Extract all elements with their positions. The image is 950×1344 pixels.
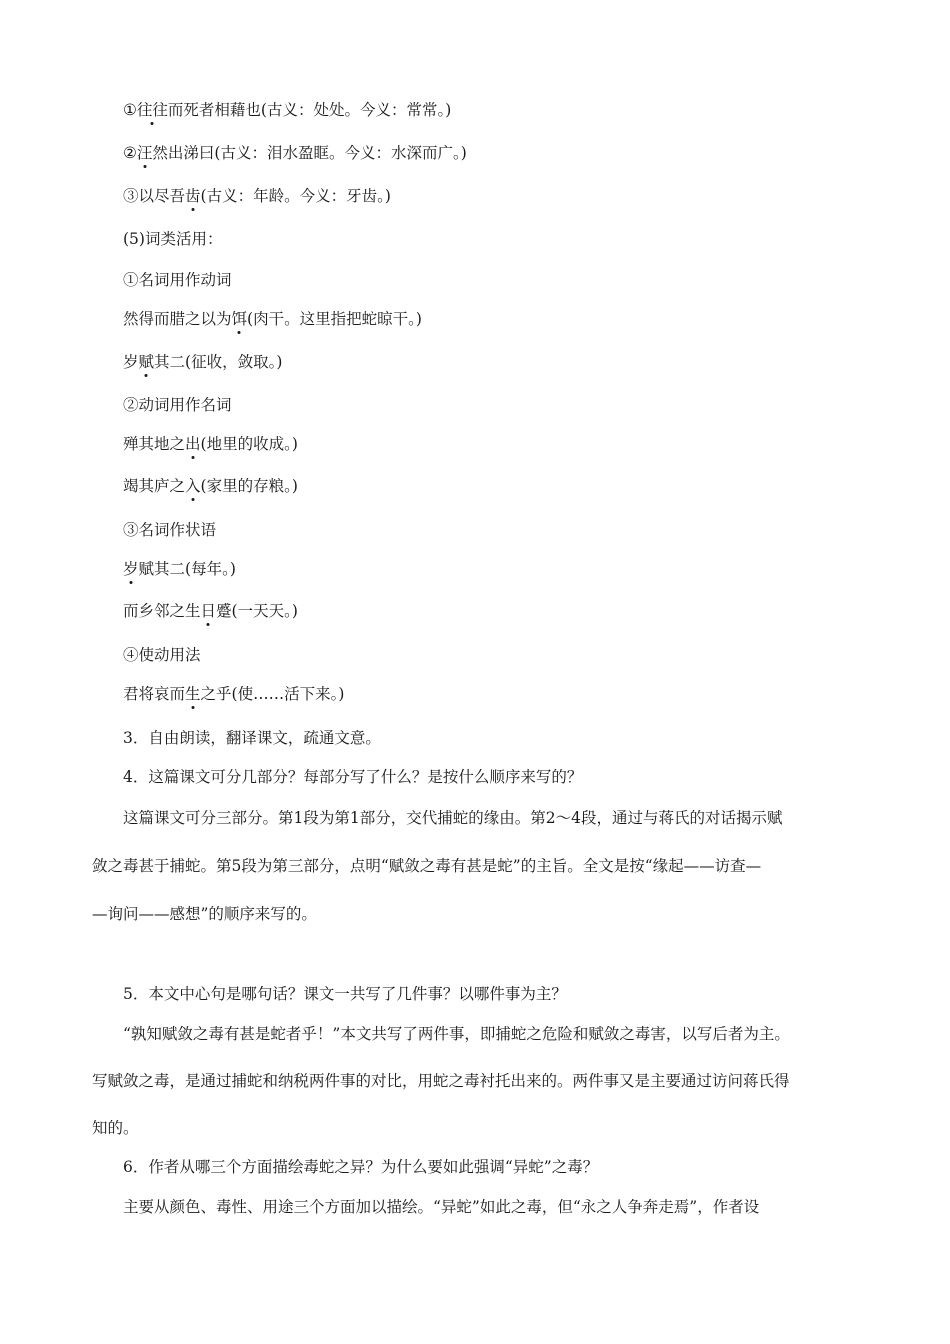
ancient-meaning-item-2: ②汪然出涕曰(古义：泪水盈眶。今义：水深而广。) bbox=[123, 141, 467, 163]
answer-5-line-1: “孰知赋敛之毒有甚是蛇者乎！”本文共写了两件事，即捕蛇之危险和赋敛之毒害，以写后者为主。 bbox=[123, 1025, 790, 1043]
emphasized-word: 赋 bbox=[139, 350, 155, 372]
subheading-noun-as-adverbial: ③名词作状语 bbox=[123, 521, 217, 539]
question-4: 4．这篇课文可分几部分？每部分写了什么？是按什么顺序来写的？ bbox=[123, 768, 583, 786]
answer-4-line-1: 这篇课文可分三部分。第1段为第1部分，交代捕蛇的缘由。第2～4段，通过与蒋氏的对话揭示赋 bbox=[123, 809, 783, 827]
answer-5-line-3: 知的。 bbox=[92, 1119, 139, 1137]
question-6: 6．作者从哪三个方面描绘毒蛇之异？为什么要如此强调“异蛇”之毒？ bbox=[123, 1158, 599, 1176]
emphasized-word: 汪 bbox=[137, 141, 153, 163]
emphasized-word: 日 bbox=[201, 599, 217, 621]
ancient-meaning-item-3: ③以尽吾齿(古义：年龄。今义：牙齿。) bbox=[123, 184, 391, 206]
ancient-meaning-item-1: ①往往而死者相藉也(古义：处处。今义：常常。) bbox=[123, 98, 451, 120]
example-line: 君将哀而生之乎(使……活下来。) bbox=[123, 682, 344, 704]
example-line: 竭其庐之入(家里的存粮。) bbox=[123, 474, 298, 496]
example-line: 而乡邻之生日蹙(一天天。) bbox=[123, 599, 298, 621]
subheading-verb-as-noun: ②动词用作名词 bbox=[123, 396, 232, 414]
section-heading-word-class: (5)词类活用： bbox=[123, 230, 223, 248]
emphasized-word: 往往 bbox=[137, 98, 168, 120]
emphasized-word: 出 bbox=[185, 432, 201, 454]
question-3: 3．自由朗读，翻译课文，疏通文意。 bbox=[123, 729, 381, 747]
example-line: 然得而腊之以为饵(肉干。这里指把蛇晾干。) bbox=[123, 307, 422, 329]
answer-4-line-3: —询问——感想”的顺序来写的。 bbox=[92, 905, 317, 923]
example-line: 岁赋其二(每年。) bbox=[123, 557, 236, 579]
subheading-noun-as-verb: ①名词用作动词 bbox=[123, 271, 232, 289]
emphasized-word: 入 bbox=[185, 474, 201, 496]
question-5: 5．本文中心句是哪句话？课文一共写了几件事？以哪件事为主？ bbox=[123, 985, 567, 1003]
answer-4-line-2: 敛之毒甚于捕蛇。第5段为第三部分，点明“赋敛之毒有甚是蛇”的主旨。全文是按“缘起——访查— bbox=[92, 857, 762, 875]
emphasized-word: 生 bbox=[185, 682, 201, 704]
example-line: 岁赋其二(征收，敛取。) bbox=[123, 350, 282, 372]
answer-5-line-2: 写赋敛之毒，是通过捕蛇和纳税两件事的对比，用蛇之毒衬托出来的。两件事又是主要通过访问蒋氏得 bbox=[92, 1072, 790, 1090]
answer-6-line-1: 主要从颜色、毒性、用途三个方面加以描绘。“异蛇”如此之毒，但“永之人争奔走焉”，作者设 bbox=[123, 1198, 760, 1216]
emphasized-word: 饵 bbox=[232, 307, 248, 329]
emphasized-word: 岁 bbox=[123, 557, 139, 579]
subheading-causative: ④使动用法 bbox=[123, 646, 201, 664]
example-line: 殚其地之出(地里的收成。) bbox=[123, 432, 298, 454]
emphasized-word: 齿 bbox=[185, 184, 201, 206]
